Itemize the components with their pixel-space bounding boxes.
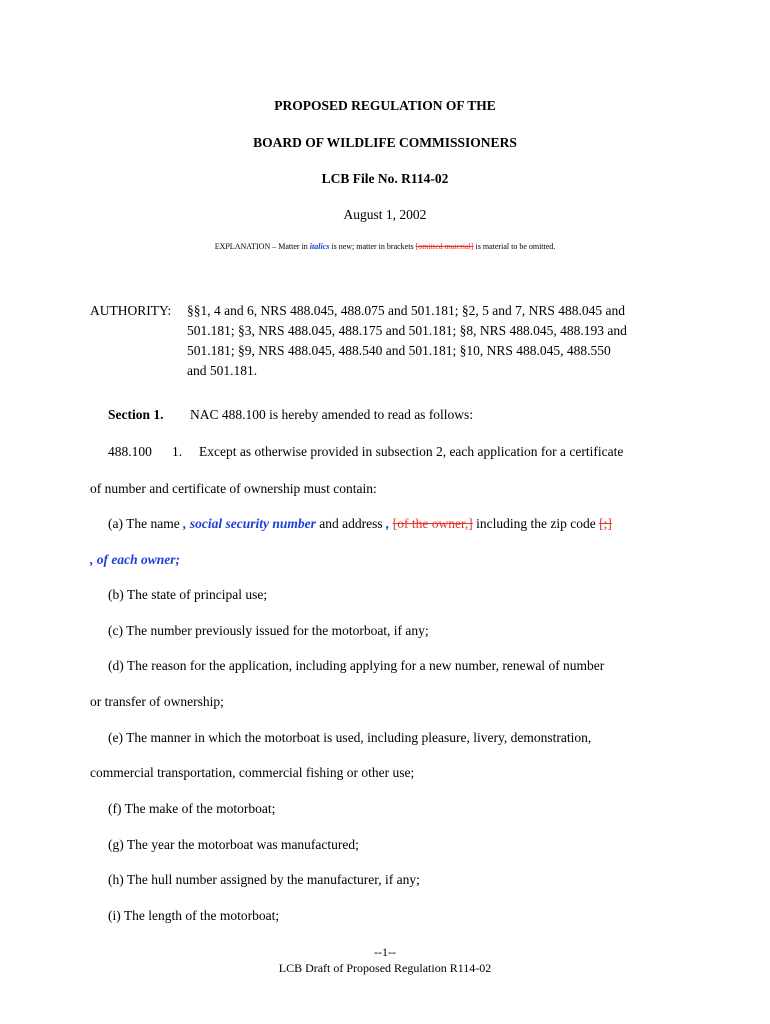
section-label: Section 1. <box>108 407 164 422</box>
item-a-inserted-comma: , <box>382 516 393 531</box>
title-line-1: PROPOSED REGULATION OF THE <box>274 98 496 113</box>
file-number: LCB File No. R114-02 <box>321 171 449 186</box>
item-e-line-1: (e) The manner in which the motorboat is used, including pleasure, livery, demonstration, <box>108 730 592 745</box>
authority-line: 501.181; §9, NRS 488.045, 488.540 and 501.181; §10, NRS 488.045, 488.550 <box>187 343 611 358</box>
item-d-line-1: (d) The reason for the application, including applying for a new number, renewal of number <box>108 658 605 673</box>
item-a-inserted-ssn: , social security number <box>179 516 316 531</box>
item-g: (g) The year the motorboat was manufactured; <box>108 837 359 852</box>
intro-line-1: Except as otherwise provided in subsection 2, each application for a certificate <box>199 444 624 459</box>
page-number: --1-- <box>374 945 396 959</box>
item-a-inserted-each-owner: , of each owner; <box>90 552 180 567</box>
explanation-mid: is new; matter in brackets <box>329 242 416 251</box>
authority-line: §§1, 4 and 6, NRS 488.045, 488.075 and 501.181; §2, 5 and 7, NRS 488.045 and <box>187 303 625 318</box>
authority-label: AUTHORITY: <box>90 303 172 318</box>
item-a-line-1 <box>108 515 612 532</box>
authority-line: 501.181; §3, NRS 488.045, 488.175 and 501.181; §8, NRS 488.045, 488.193 and <box>187 323 627 338</box>
item-a-deleted-owner: [of the owner,] <box>392 516 473 531</box>
item-b: (b) The state of principal use; <box>108 587 268 602</box>
item-d-line-2: or transfer of ownership; <box>90 694 224 709</box>
footer-draft-label: LCB Draft of Proposed Regulation R114-02 <box>278 961 492 975</box>
item-i: (i) The length of the motorboat; <box>108 908 280 923</box>
section-text: NAC 488.100 is hereby amended to read as follows: <box>190 407 474 422</box>
title-line-2: BOARD OF WILDLIFE COMMISSIONERS <box>253 135 517 150</box>
regulation-number: 488.100 <box>108 444 152 459</box>
item-h: (h) The hull number assigned by the manufacturer, if any; <box>108 872 420 887</box>
explanation-note <box>0 238 770 255</box>
explanation-prefix: EXPLANATION – Matter in <box>214 242 310 251</box>
item-a-text-1: (a) The name <box>108 516 180 531</box>
authority-text <box>187 301 627 381</box>
item-f: (f) The make of the motorboat; <box>108 801 276 816</box>
item-a-text-3: including the zip code <box>472 516 600 531</box>
intro-line-2: of number and certificate of ownership must contain: <box>90 481 377 496</box>
item-a-deleted-semicolon: [;] <box>599 516 612 531</box>
item-c: (c) The number previously issued for the motorboat, if any; <box>108 623 429 638</box>
document-date: August 1, 2002 <box>343 207 427 222</box>
subsection-number: 1. <box>172 444 183 459</box>
explanation-italics-word: italics <box>309 242 330 251</box>
item-a-text-2: and address <box>315 516 383 531</box>
explanation-omitted-word: [omitted material] <box>415 242 474 251</box>
authority-line: and 501.181. <box>187 363 258 378</box>
item-e-line-2: commercial transportation, commercial fishing or other use; <box>90 765 415 780</box>
explanation-suffix: is material to be omitted. <box>473 242 556 251</box>
